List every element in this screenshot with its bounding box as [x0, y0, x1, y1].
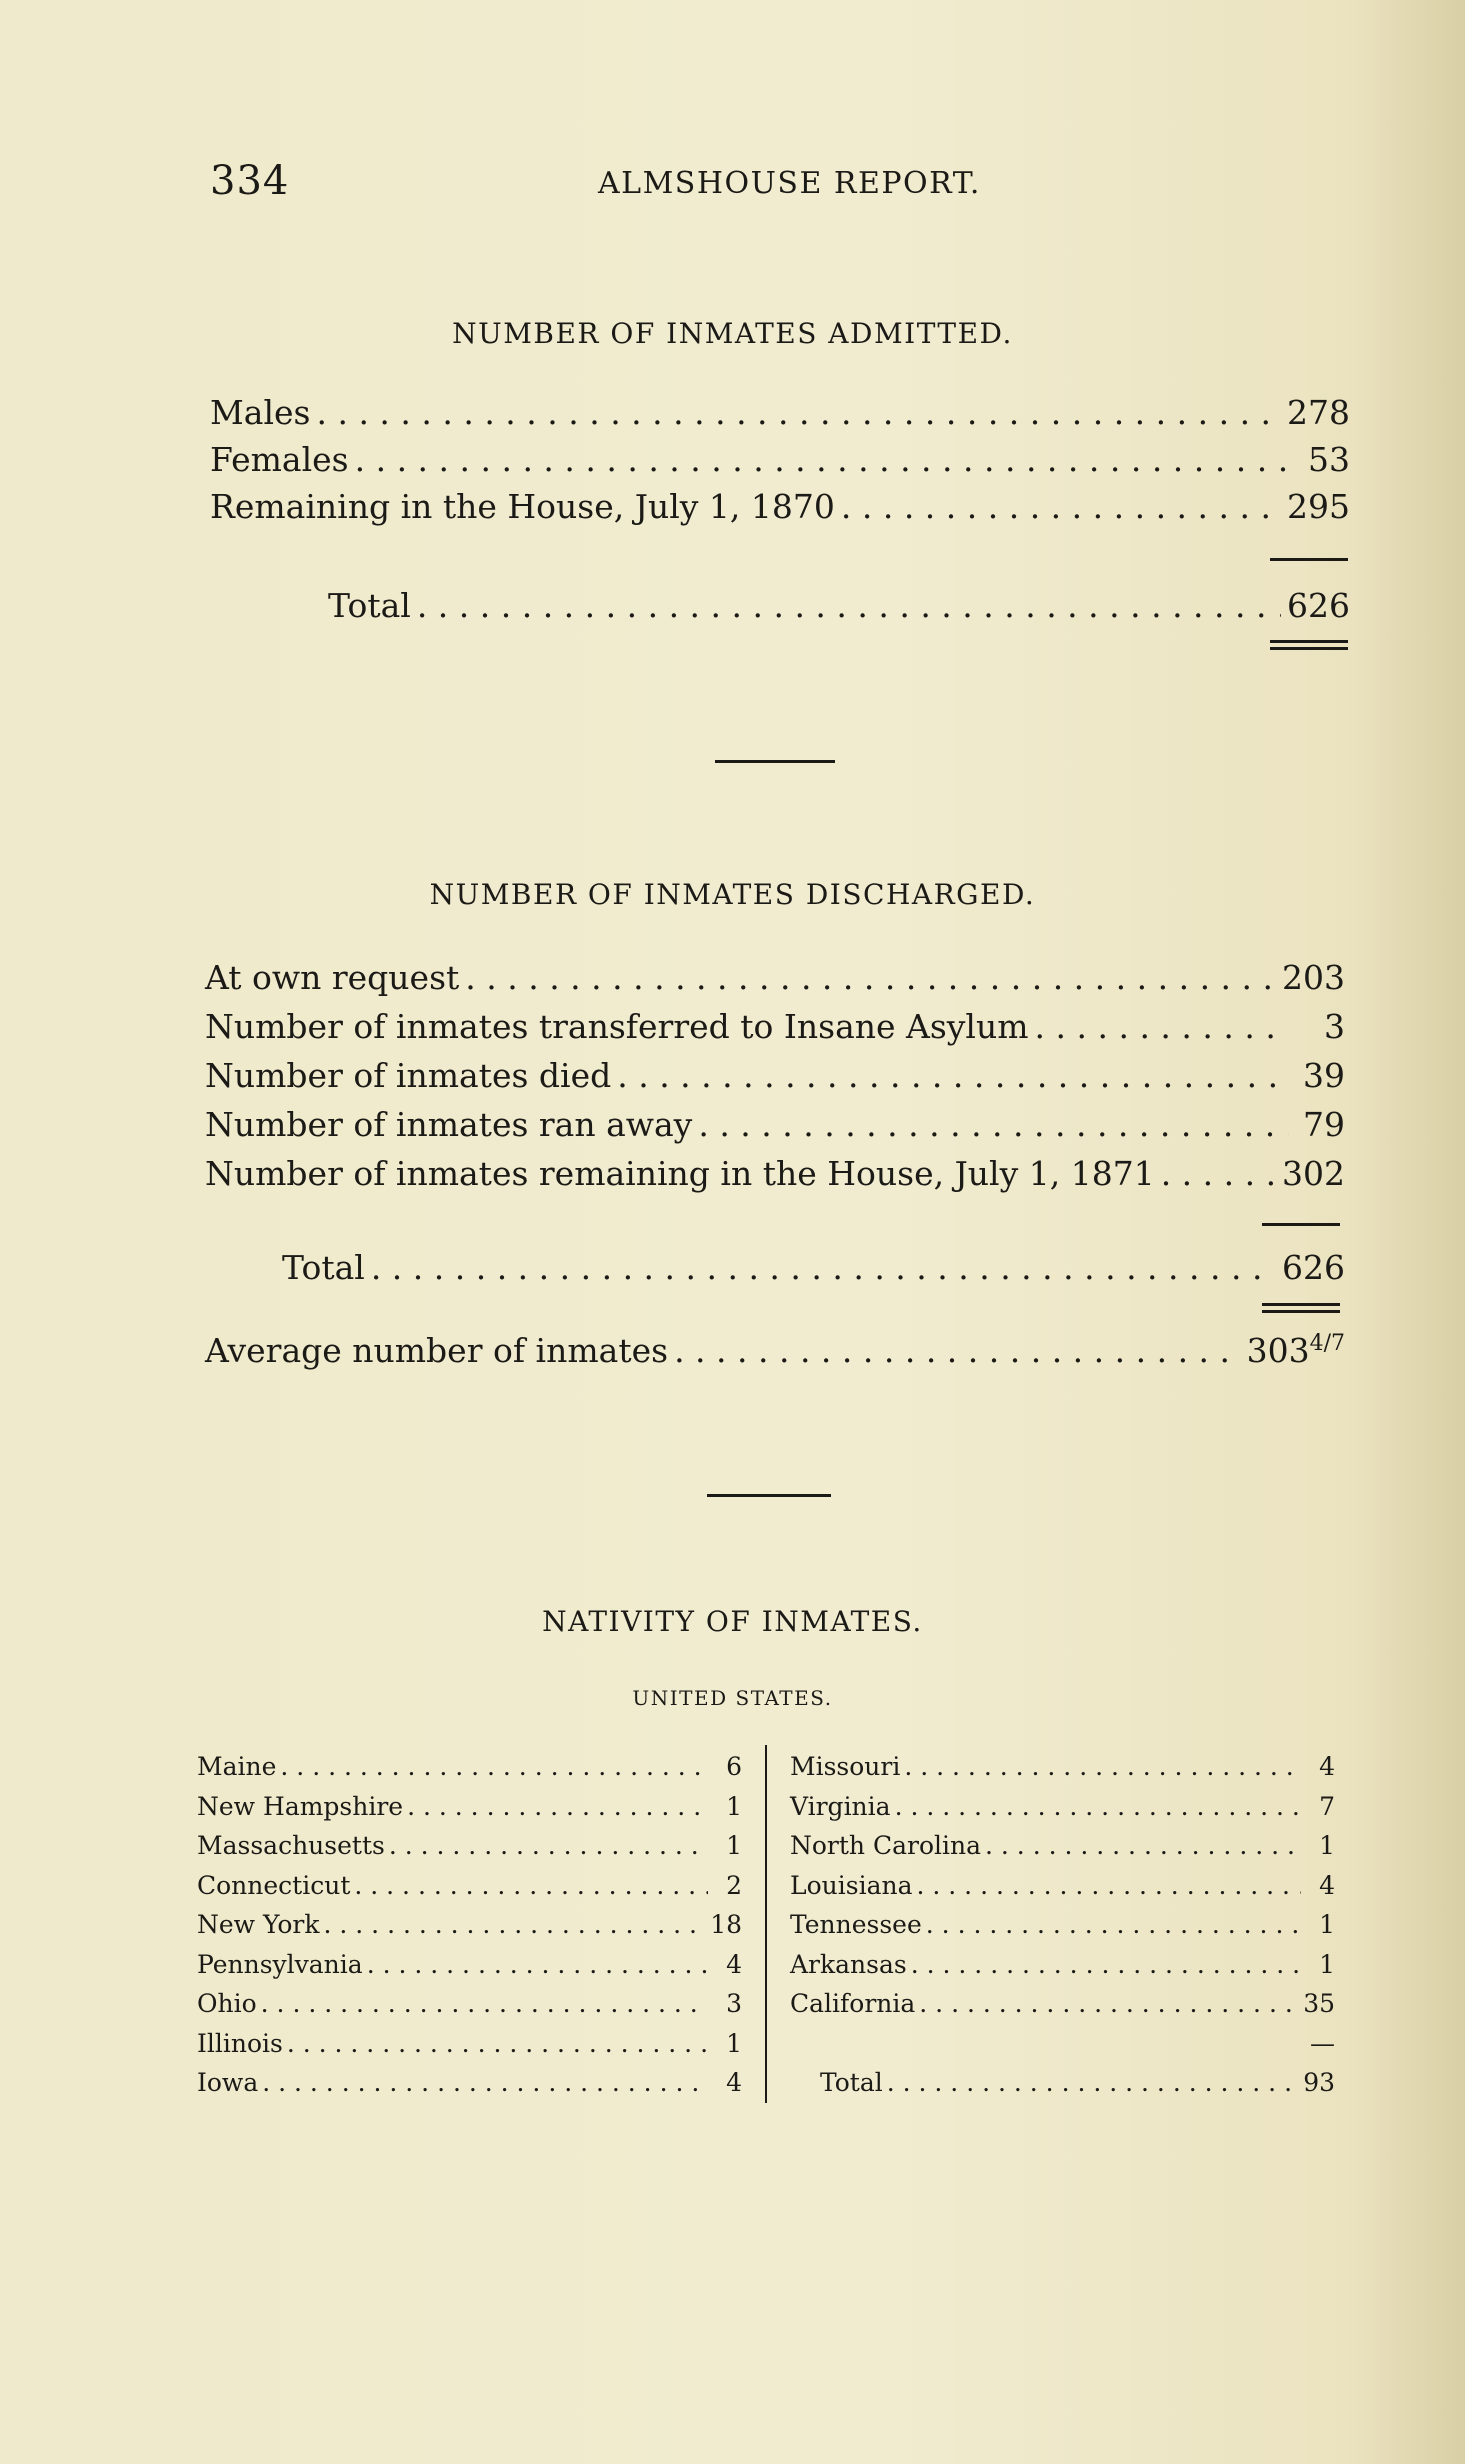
total-value: 626 — [1282, 1248, 1345, 1287]
row-value: 3 — [1324, 1007, 1345, 1046]
nativity-row — [197, 1747, 742, 1786]
state-label: Missouri — [790, 1752, 901, 1781]
state-label: Ohio — [197, 1989, 257, 2018]
discharged-row — [205, 1053, 1345, 1099]
leader-dots — [465, 955, 1276, 1001]
row-label: At own request — [205, 958, 460, 997]
sum-rule — [1262, 1223, 1340, 1226]
row-value: 203 — [1282, 958, 1345, 997]
state-count: 1 — [1319, 1910, 1335, 1939]
leader-dots — [280, 1747, 708, 1786]
nativity-row — [197, 1984, 742, 2023]
state-count: 3 — [726, 1989, 742, 2018]
discharged-row — [205, 1004, 1345, 1050]
average-value — [1247, 1328, 1345, 1374]
nativity-row — [790, 1905, 1335, 1944]
page-header — [210, 158, 1370, 208]
state-count: 1 — [726, 1791, 742, 1821]
state-label: Virginia — [790, 1791, 891, 1821]
state-count: 1 — [726, 1831, 742, 1860]
row-label: Males — [210, 393, 311, 432]
row-label: Females — [210, 440, 349, 479]
state-label: Massachusetts — [197, 1831, 385, 1860]
leader-dots — [355, 437, 1294, 483]
row-label: Number of inmates ran away — [205, 1105, 693, 1144]
total-value: 626 — [1287, 586, 1350, 625]
state-count: 6 — [726, 1752, 742, 1781]
double-rule — [1262, 1303, 1340, 1306]
column-divider — [765, 1745, 767, 2103]
admitted-row — [210, 390, 1350, 436]
row-value: 39 — [1303, 1056, 1345, 1095]
sum-rule — [1270, 558, 1348, 561]
admitted-row — [210, 484, 1350, 530]
nativity-row — [197, 2024, 742, 2063]
leader-dots — [367, 1945, 708, 1984]
discharged-total-row — [282, 1245, 1345, 1291]
average-label: Average number of inmates — [205, 1331, 669, 1370]
state-label: North Carolina — [790, 1831, 982, 1860]
nativity-row — [197, 2063, 742, 2102]
page-number: 334 — [210, 158, 290, 204]
nativity-row — [197, 1905, 742, 1944]
nativity-title: NATIVITY OF INMATES. — [542, 1605, 923, 1638]
section-separator — [715, 760, 835, 763]
state-count: 4 — [726, 1949, 742, 1979]
nativity-row — [197, 1787, 742, 1826]
running-title: ALMSHOUSE REPORT. — [598, 166, 981, 201]
row-label: Remaining in the House, July 1, 1870 — [210, 487, 835, 526]
row-label: Number of inmates remaining in the House, July 1, 1871 — [205, 1154, 1155, 1193]
leader-dots — [371, 1245, 1276, 1291]
leader-dots — [262, 2063, 708, 2102]
double-rule — [1270, 640, 1348, 643]
leader-dots — [887, 2063, 1299, 2102]
state-label: Maine — [197, 1752, 277, 1781]
row-value: 53 — [1308, 440, 1350, 479]
total-label: Total — [328, 586, 411, 625]
nativity-row — [790, 1787, 1335, 1826]
state-label: Louisiana — [790, 1870, 913, 1900]
leader-dots — [261, 1984, 708, 2023]
leader-dots — [417, 583, 1281, 629]
discharged-row — [205, 1151, 1345, 1197]
leader-dots — [1035, 1004, 1289, 1050]
leader-dots — [895, 1787, 1301, 1826]
leader-dots — [617, 1053, 1289, 1099]
nativity-row — [197, 1826, 742, 1865]
state-label: Connecticut — [197, 1870, 351, 1900]
nativity-row — [790, 1945, 1335, 1984]
leader-dots — [287, 2024, 708, 2063]
nativity-subtitle: UNITED STATES. — [632, 1686, 833, 1710]
state-count: 93 — [1303, 2068, 1335, 2097]
discharged-row — [205, 955, 1345, 1001]
state-count: 4 — [1319, 1870, 1335, 1900]
nativity-row — [790, 1866, 1335, 1905]
state-label: New Hampshire — [197, 1791, 404, 1821]
state-label: Total — [820, 2068, 883, 2097]
state-count: 4 — [1319, 1752, 1335, 1781]
total-label: Total — [282, 1248, 365, 1287]
row-label: Number of inmates died — [205, 1056, 612, 1095]
state-count: 35 — [1303, 1989, 1335, 2018]
row-label: Number of inmates transferred to Insane Asylum — [205, 1007, 1029, 1046]
state-label: New York — [197, 1910, 320, 1939]
average-whole: 303 — [1246, 1331, 1310, 1370]
leader-dots — [316, 390, 1281, 436]
leader-dots — [407, 1787, 708, 1826]
leader-dots — [698, 1102, 1289, 1148]
leader-dots — [919, 1984, 1299, 2023]
nativity-row — [197, 1866, 742, 1905]
state-count: 1 — [1319, 1949, 1335, 1979]
nativity-row — [790, 1984, 1335, 2023]
nativity-row — [790, 1747, 1335, 1786]
state-count: 1 — [1319, 1831, 1335, 1860]
leader-dots — [389, 1826, 708, 1865]
state-label: Pennsylvania — [197, 1949, 363, 1979]
state-count: 18 — [710, 1910, 742, 1939]
state-label: California — [790, 1989, 916, 2018]
leader-dots — [917, 1866, 1302, 1905]
average-row — [205, 1328, 1345, 1374]
leader-dots — [1161, 1151, 1276, 1197]
state-count: 2 — [726, 1870, 742, 1900]
admitted-total-row — [328, 583, 1350, 629]
leader-dots — [926, 1905, 1301, 1944]
discharged-row — [205, 1102, 1345, 1148]
leader-dots — [324, 1905, 707, 1944]
admitted-title: NUMBER OF INMATES ADMITTED. — [452, 317, 1013, 350]
average-fraction: 4/7 — [1309, 1331, 1345, 1356]
row-value: 278 — [1287, 393, 1350, 432]
leader-dots — [674, 1328, 1241, 1374]
state-count: 1 — [726, 2028, 742, 2058]
state-label: Tennessee — [790, 1910, 922, 1939]
leader-dots — [904, 1747, 1301, 1786]
leader-dots — [911, 1945, 1301, 1984]
row-value: 302 — [1282, 1154, 1345, 1193]
leader-dots — [841, 484, 1281, 530]
state-label: Illinois — [197, 2028, 283, 2058]
nativity-row — [790, 2024, 1335, 2063]
leader-dots — [985, 1826, 1301, 1865]
section-separator — [707, 1494, 831, 1497]
row-value: 79 — [1303, 1105, 1345, 1144]
nativity-row — [790, 1826, 1335, 1865]
state-count: — — [1310, 2028, 1335, 2058]
leader-dots — [354, 1866, 708, 1905]
row-value: 295 — [1287, 487, 1350, 526]
nativity-row — [197, 1945, 742, 1984]
admitted-row — [210, 437, 1350, 483]
nativity-row — [790, 2063, 1335, 2102]
discharged-title: NUMBER OF INMATES DISCHARGED. — [429, 878, 1036, 911]
state-count: 4 — [726, 2068, 742, 2097]
state-label: Arkansas — [790, 1949, 907, 1979]
state-count: 7 — [1319, 1791, 1335, 1821]
state-label: Iowa — [197, 2068, 259, 2097]
